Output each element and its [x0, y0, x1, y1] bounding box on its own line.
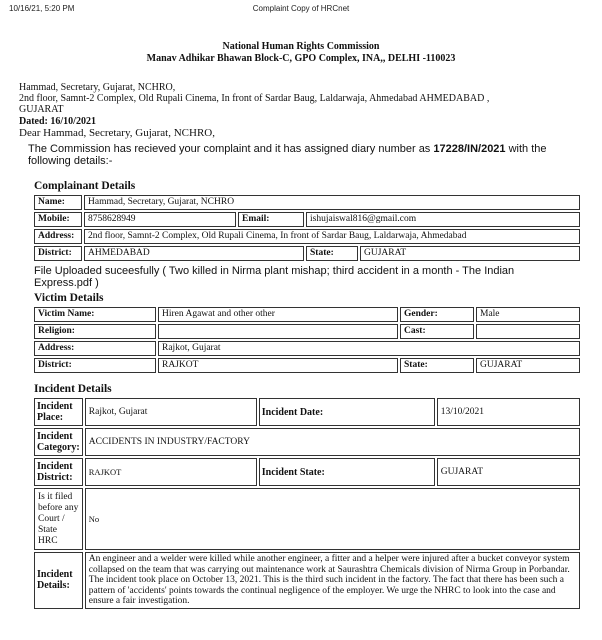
victim-state-label: State:	[400, 358, 474, 373]
incident-place-label: Incident Place:	[34, 398, 83, 426]
complainant-name: Hammad, Secretary, Gujarat, NCHRO	[84, 195, 580, 210]
victim-name-label: Victim Name:	[34, 307, 156, 322]
complainant-address: 2nd floor, Samnt-2 Complex, Old Rupali Cinema, In front of Sardar Baug, Laldarwaja, Ahmedabad	[84, 229, 580, 244]
recipient-line3: GUJARAT	[19, 104, 64, 115]
complainant-state-label: State:	[306, 246, 358, 261]
complainant-email: ishujaiswal816@gmail.com	[306, 212, 580, 227]
victim-gender: Male	[476, 307, 580, 322]
incident-district: RAJKOT	[85, 458, 257, 486]
victim-table	[32, 305, 582, 375]
victim-gender-label: Gender:	[400, 307, 474, 322]
complainant-heading: Complainant Details	[34, 180, 136, 192]
incident-details: An engineer and a welder were killed while another engineer, a fitter and a helper were injured after a bucket conveyor system collapsed on the team that was carrying out maintenance work at Saurashtra Chemicals division of Nirma Group in Porbandar. The incident took place on October 13, 2021. This is the third such incident in the factory. The fact that there has been such a pattern of 'accidents' points towards the continual negligence of the employer. We urge the NHRC to look into the case and ensure a fair investigation.	[85, 552, 580, 609]
incident-state: GUJARAT	[437, 458, 580, 486]
incident-category: ACCIDENTS IN INDUSTRY/FACTORY	[85, 428, 580, 456]
dated: Dated: 16/10/2021	[19, 116, 96, 127]
incident-filed: No	[85, 488, 580, 550]
victim-caste	[476, 324, 580, 339]
incident-heading: Incident Details	[34, 383, 112, 395]
complainant-district: AHMEDABAD	[84, 246, 304, 261]
victim-caste-label: Cast:	[400, 324, 474, 339]
complainant-mobile-label: Mobile:	[34, 212, 82, 227]
victim-state: GUJARAT	[476, 358, 580, 373]
complainant-table	[32, 193, 582, 263]
victim-address-label: Address:	[34, 341, 156, 356]
complainant-email-label: Email:	[238, 212, 304, 227]
incident-details-label: Incident Details:	[34, 552, 83, 609]
complainant-mobile: 8758628949	[84, 212, 236, 227]
victim-heading: Victim Details	[34, 292, 104, 304]
victim-name: Hiren Agawat and other other	[158, 307, 398, 322]
recipient-line2: 2nd floor, Samnt-2 Complex, Old Rupali Cinema, In front of Sardar Baug, Laldarwaja, Ahmedabad AHMEDABAD ,	[19, 93, 490, 104]
incident-filed-label: Is it filed before any Court / State HRC	[34, 488, 83, 550]
org-name: National Human Rights Commission	[222, 41, 380, 52]
victim-religion-label: Religion:	[34, 324, 156, 339]
complainant-district-label: District:	[34, 246, 82, 261]
incident-table	[32, 396, 582, 611]
incident-district-label: Incident District:	[34, 458, 83, 486]
file-uploaded-message: File Uploaded suceesfully ( Two killed in Nirma plant mishap; third accident in a month - The Indian Express.pdf )	[34, 265, 515, 289]
complainant-state: GUJARAT	[360, 246, 580, 261]
diary-number: 17228/IN/2021	[433, 143, 506, 155]
incident-place: Rajkot, Gujarat	[85, 398, 257, 426]
intro-paragraph	[28, 143, 573, 167]
victim-district: RAJKOT	[158, 358, 398, 373]
incident-date-label: Incident Date:	[259, 398, 435, 426]
print-title: Complaint Copy of HRCnet	[252, 4, 350, 13]
print-datetime: 10/16/21, 5:20 PM	[9, 4, 75, 13]
victim-address: Rajkot, Gujarat	[158, 341, 580, 356]
victim-district-label: District:	[34, 358, 156, 373]
org-address: Manav Adhikar Bhawan Block-C, GPO Complex, INA,, DELHI -110023	[146, 53, 456, 64]
incident-category-label: Incident Category:	[34, 428, 83, 456]
intro-after: with the following details:-	[28, 143, 547, 167]
salutation: Dear Hammad, Secretary, Gujarat, NCHRO,	[19, 127, 215, 139]
intro-before: The Commission has recieved your complaint and it has assigned diary number as	[28, 143, 434, 155]
victim-religion	[158, 324, 398, 339]
incident-date: 13/10/2021	[437, 398, 580, 426]
incident-state-label: Incident State:	[259, 458, 435, 486]
recipient-line1: Hammad, Secretary, Gujarat, NCHRO,	[19, 82, 176, 93]
complainant-name-label: Name:	[34, 195, 82, 210]
complainant-address-label: Address:	[34, 229, 82, 244]
